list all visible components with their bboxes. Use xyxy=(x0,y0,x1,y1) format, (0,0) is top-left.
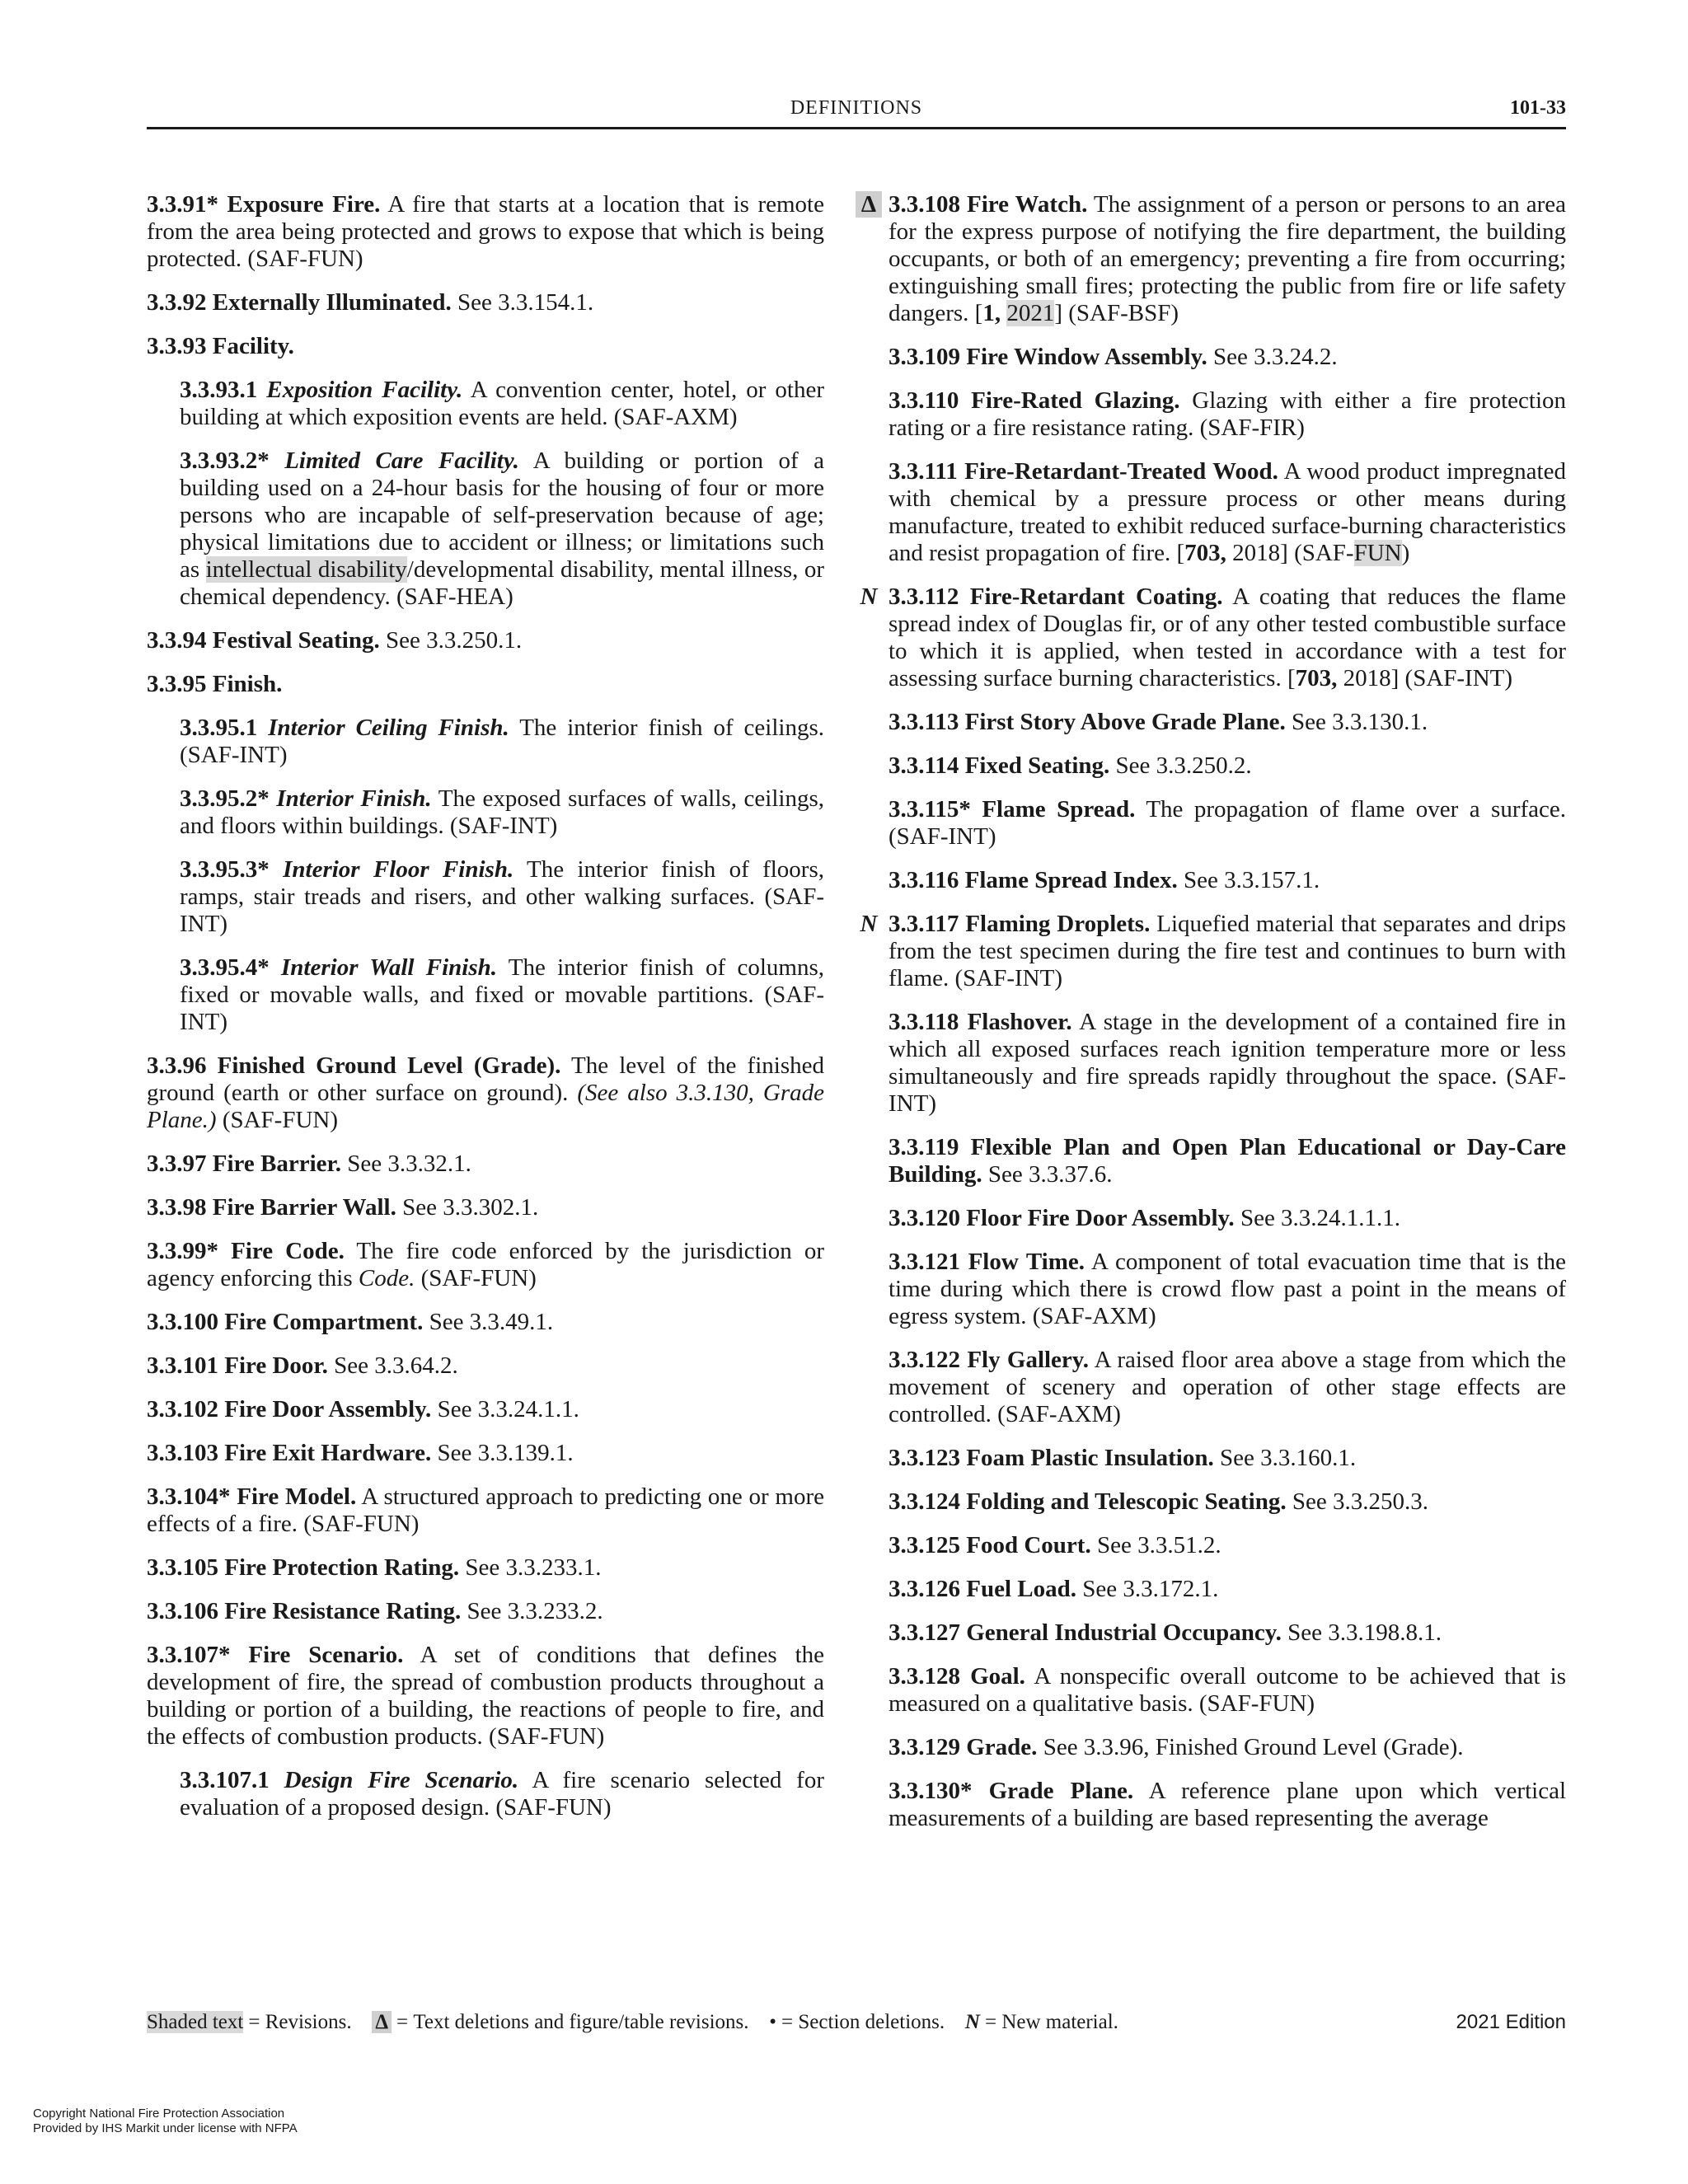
definition-entry: 3.3.123 Foam Plastic Insulation. See 3.3.160.1. xyxy=(889,1445,1357,1471)
definition-entry: 3.3.103 Fire Exit Hardware. See 3.3.139.1. xyxy=(147,1440,574,1466)
definition-entry: 3.3.106 Fire Resistance Rating. See 3.3.233.2. xyxy=(147,1598,603,1624)
section-title: DEFINITIONS xyxy=(790,97,923,119)
definition-entry: 3.3.109 Fire Window Assembly. See 3.3.24.2. xyxy=(889,344,1338,370)
right-column xyxy=(860,190,1567,1849)
definition-entry: 3.3.128 Goal. A nonspecific overall outcome to be achieved that is measured on a qualitative basis. (SAF-FUN) xyxy=(889,1663,1567,1717)
page-number: 101-33 xyxy=(1510,97,1566,119)
definition-entry: 3.3.95.3* Interior Floor Finish. The interior finish of floors, ramps, stair treads and risers, and other walking surfaces. (SAF-INT) xyxy=(180,856,825,937)
definition-entry: 3.3.94 Festival Seating. See 3.3.250.1. xyxy=(147,627,523,654)
edition-label: 2021 Edition xyxy=(1456,2011,1566,2033)
definition-entry: 3.3.120 Floor Fire Door Assembly. See 3.3.24.1.1.1. xyxy=(889,1205,1401,1231)
definition-entry: N 3.3.117 Flaming Droplets. Liquefied material that separates and drips from the test specimen during the fire test and continues to burn with flame. (SAF-INT) xyxy=(889,911,1566,992)
revision-legend: Shaded text = Revisions. Δ = Text deletions and figure/table revisions. • = Section deletions. N = New material. xyxy=(147,2011,1118,2033)
definition-entry: 3.3.93 Facility. xyxy=(147,333,294,359)
copyright-notice xyxy=(33,2107,298,2136)
definition-entry: 3.3.121 Flow Time. A component of total evacuation time that is the time during which there is crowd flow past a point in the means of egress system. (SAF-AXM) xyxy=(889,1249,1566,1329)
definition-entry: 3.3.95 Finish. xyxy=(147,671,283,697)
new-material-marker: N xyxy=(860,583,878,610)
definition-entry: 3.3.102 Fire Door Assembly. See 3.3.24.1.1. xyxy=(147,1396,579,1422)
definition-entry: 3.3.91* Exposure Fire. A fire that starts at a location that is remote from the area being protected and grows to expose that which is being protected. (SAF-FUN) xyxy=(147,191,824,272)
definition-entry: 3.3.119 Flexible Plan and Open Plan Educational or Day-Care Building. See 3.3.37.6. xyxy=(889,1134,1566,1188)
definition-entry: 3.3.126 Fuel Load. See 3.3.172.1. xyxy=(889,1576,1219,1602)
definition-entry: 3.3.129 Grade. See 3.3.96, Finished Ground Level (Grade). xyxy=(889,1734,1464,1760)
copyright-line: Provided by IHS Markit under license with NFPA xyxy=(33,2121,298,2135)
definition-entry: 3.3.124 Folding and Telescopic Seating. See 3.3.250.3. xyxy=(889,1488,1428,1515)
definition-entry: 3.3.105 Fire Protection Rating. See 3.3.233.1. xyxy=(147,1554,602,1581)
legend-bullet-icon: • xyxy=(769,2011,777,2033)
copyright-line: Copyright National Fire Protection Association xyxy=(33,2107,285,2121)
definition-entry: 3.3.104* Fire Model. A structured approach to predicting one or more effects of a fire. (SAF-FUN) xyxy=(147,1483,825,1537)
definition-entry: 3.3.101 Fire Door. See 3.3.64.2. xyxy=(147,1352,458,1379)
definition-entry: 3.3.115* Flame Spread. The propagation of flame over a surface. (SAF-INT) xyxy=(889,796,1567,850)
definition-entry: 3.3.95.2* Interior Finish. The exposed surfaces of walls, ceilings, and floors within buildings. (SAF-INT) xyxy=(180,785,824,839)
definition-entry: 3.3.95.4* Interior Wall Finish. The interior finish of columns, fixed or movable walls, and fixed or movable partitions. (SAF-INT) xyxy=(180,954,824,1035)
definition-entry: 3.3.110 Fire-Rated Glazing. Glazing with either a fire protection rating or a fire resistance rating. (SAF-FIR) xyxy=(889,387,1567,441)
definition-entry: 3.3.107* Fire Scenario. A set of conditions that defines the development of fire, the spread of combustion products throughout a building or portion of a building, the reactions of people to fire, and the effects of combustion products. (SAF-FUN) xyxy=(147,1642,825,1750)
definition-entry: 3.3.127 General Industrial Occupancy. See 3.3.198.8.1. xyxy=(889,1619,1442,1646)
page-header xyxy=(147,92,1566,129)
definition-entry: 3.3.118 Flashover. A stage in the development of a contained fire in which all exposed surfaces reach ignition temperature more or less simultaneously and fire spreads rapidly throughout the space. (SAF-INT) xyxy=(889,1009,1566,1117)
definition-entry: 3.3.93.2* Limited Care Facility. A building or portion of a building used on a 24-hour basis for the housing of four or more persons who are incapable of self-preservation because of age; physical limitations due to accident or illness; or limitations such as intellectual disability/developmental disability, mental illness, or chemical dependency. (SAF-HEA) xyxy=(180,448,824,610)
definition-entry: 3.3.98 Fire Barrier Wall. See 3.3.302.1. xyxy=(147,1194,539,1221)
definition-entry: 3.3.99* Fire Code. The fire code enforced by the jurisdiction or agency enforcing this Code. (SAF-FUN) xyxy=(147,1238,825,1291)
new-material-marker: N xyxy=(860,910,878,937)
revision-highlight: intellectual disability xyxy=(205,556,407,583)
definition-entry: 3.3.100 Fire Compartment. See 3.3.49.1. xyxy=(147,1309,554,1335)
definition-entry: 3.3.113 First Story Above Grade Plane. See 3.3.130.1. xyxy=(889,709,1428,735)
definition-entry: 3.3.116 Flame Spread Index. See 3.3.157.1. xyxy=(889,867,1320,893)
definition-entry: 3.3.130* Grade Plane. A reference plane upon which vertical measurements of a building are based representing the average xyxy=(889,1778,1567,1831)
definition-entry: 3.3.96 Finished Ground Level (Grade). The level of the finished ground (earth or other surface on ground). (See also 3.3.130, Grade Plane.) (SAF-FUN) xyxy=(147,1052,825,1133)
revision-highlight: FUN xyxy=(1353,540,1402,566)
definition-entry: N 3.3.112 Fire-Retardant Coating. A coating that reduces the flame spread index of Douglas fir, or of any other tested combustible surface to which it is applied, when tested in accordance with a test for assessing surface burning characteristics. [703, 2018] (SAF-INT) xyxy=(889,583,1566,692)
definition-entry: 3.3.95.1 Interior Ceiling Finish. The interior finish of ceilings. (SAF-INT) xyxy=(180,715,824,768)
legend-new-icon: N xyxy=(964,2011,980,2033)
definition-entry: 3.3.93.1 Exposition Facility. A convention center, hotel, or other building at which exposition events are held. (SAF-AXM) xyxy=(180,377,825,430)
legend-delta-icon: Δ xyxy=(372,2011,392,2033)
delta-revision-marker: Δ xyxy=(856,191,882,218)
definition-entry: 3.3.114 Fixed Seating. See 3.3.250.2. xyxy=(889,752,1252,779)
revision-highlight: 2021 xyxy=(1006,300,1055,326)
definition-entry: 3.3.107.1 Design Fire Scenario. A fire scenario selected for evaluation of a proposed design. (SAF-FUN) xyxy=(180,1767,824,1821)
definition-entry: 3.3.125 Food Court. See 3.3.51.2. xyxy=(889,1532,1221,1558)
definition-entry: 3.3.92 Externally Illuminated. See 3.3.154.1. xyxy=(147,289,594,316)
legend-shaded: Shaded text xyxy=(147,2011,244,2033)
page-footer xyxy=(147,2011,1566,2039)
definition-entry: Δ 3.3.108 Fire Watch. The assignment of a person or persons to an area for the express purpose of notifying the fire department, the building occupants, or both of an emergency; preventing a fire from occurring; extinguishing small fires; protecting the public from fire or life safety dangers. [1, 2021] (SAF-BSF) xyxy=(889,191,1566,327)
left-column xyxy=(147,191,824,1838)
definition-entry: 3.3.111 Fire-Retardant-Treated Wood. A wood product impregnated with chemical by a pressure process or other means during manufacture, treated to exhibit reduced surface-burning characteristics and resist propagation of fire. [703, 2018] (SAF-FUN) xyxy=(889,458,1566,566)
definition-entry: 3.3.97 Fire Barrier. See 3.3.32.1. xyxy=(147,1151,471,1177)
definition-entry: 3.3.122 Fly Gallery. A raised floor area above a stage from which the movement of scenery and operation of other stage effects are controlled. (SAF-AXM) xyxy=(889,1347,1567,1427)
